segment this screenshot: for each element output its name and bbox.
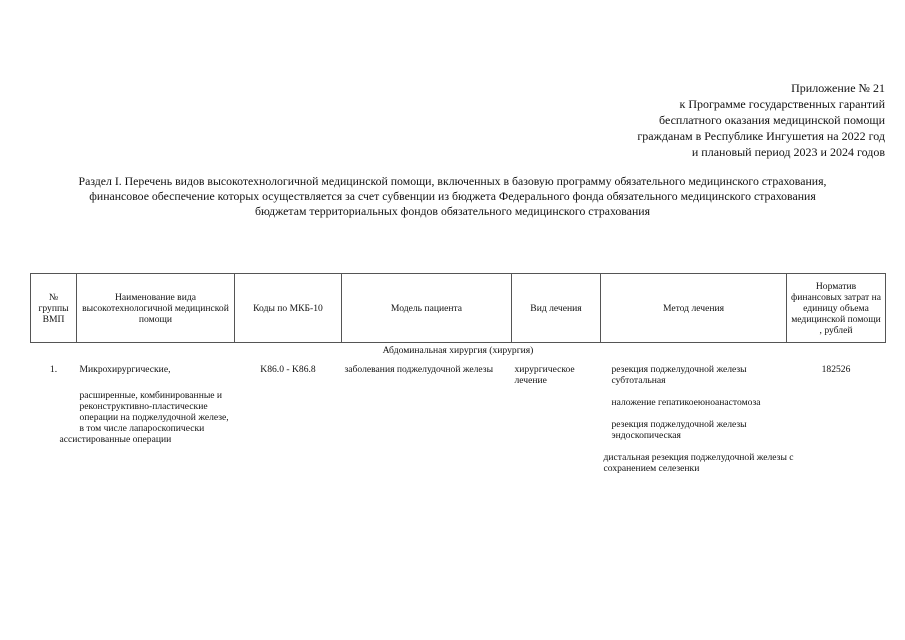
appendix-line: гражданам в Республике Ингушетия на 2022 год <box>637 129 885 143</box>
row-treatment: хирургическое лечение <box>514 364 575 386</box>
appendix-line: к Программе государственных гарантий <box>679 97 885 111</box>
method-item: резекция поджелудочной железы эндоскопическая <box>611 419 747 441</box>
section-row <box>31 343 886 365</box>
row-model: заболевания поджелудочной железы <box>344 364 494 375</box>
header-codes: Коды по МКБ-10 <box>235 274 342 343</box>
appendix-line: Приложение № 21 <box>791 81 885 95</box>
row-methods <box>601 364 794 485</box>
header-group: № группы ВМП <box>31 274 77 343</box>
header-name: Наименование вида высокотехнологичной медицинской помощи <box>77 274 235 343</box>
title-line: бюджетам территориальных фондов обязательного медицинского страхования <box>254 204 651 218</box>
row-number: 1. <box>49 364 58 375</box>
method-item: резекция поджелудочной железы субтотальная <box>611 364 747 386</box>
header-treatment: Вид лечения <box>512 274 601 343</box>
header-method: Метод лечения <box>601 274 787 343</box>
row-name-part: расширенные, комбинированные и реконструктивно-пластические операции на поджелудочной железе, в том числе лапароскопически <box>79 390 229 434</box>
header-model: Модель пациента <box>342 274 512 343</box>
row-name-part: Микрохирургические, <box>79 364 171 375</box>
vmp-table <box>30 273 886 485</box>
row-norm: 182526 <box>821 364 851 375</box>
appendix-line: бесплатного оказания медицинской помощи <box>659 113 885 127</box>
method-item: наложение гепатикоеюноанастомоза <box>611 397 761 408</box>
header-norm: Норматив финансовых затрат на единицу объема медицинской помощи , рублей <box>787 274 886 343</box>
table-row <box>31 364 886 485</box>
section-title: Абдоминальная хирургия (хирургия) <box>31 343 886 365</box>
row-name-part: ассистированные операции <box>59 434 172 445</box>
document-title <box>30 174 875 219</box>
title-line: Раздел I. Перечень видов высокотехнологичной медицинской помощи, включенных в базовую программу обязательного медицинского страхования, <box>78 174 827 188</box>
title-line: финансовое обеспечение которых осуществляется за счет субвенции из бюджета Федерального фонда обязательного медицинского страхования <box>89 189 816 203</box>
appendix-line: и плановый период 2023 и 2024 годов <box>691 145 885 159</box>
table-header-row <box>31 274 886 343</box>
row-codes: K86.0 - K86.8 <box>260 364 316 375</box>
method-item: дистальная резекция поджелудочной железы с сохранением селезенки <box>603 452 794 474</box>
appendix-block <box>525 80 885 160</box>
row-name <box>59 364 235 485</box>
